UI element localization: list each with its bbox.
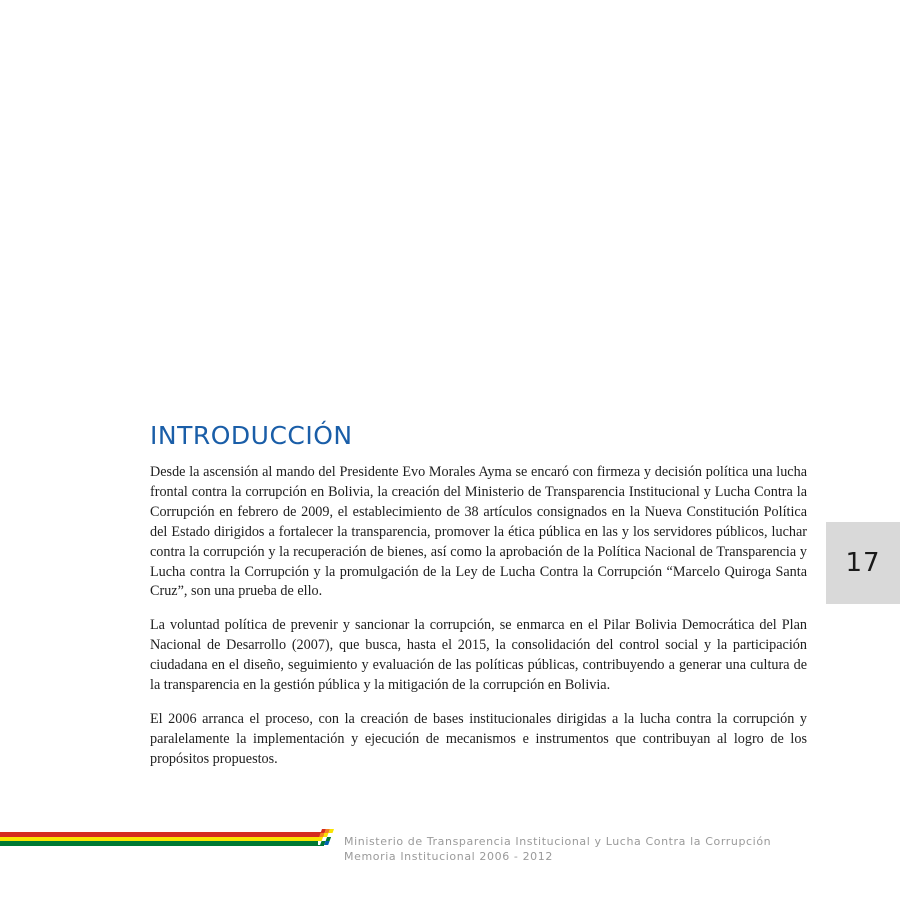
paragraph-3: El 2006 arranca el proceso, con la creación de bases institucionales dirigidas a la lucha contra la corrupción y paralelamente la implementación y ejecución de mecanismos e instrumentos que contribuyan al logro de los propósitos propuestos. [150,710,807,767]
footer [344,834,771,864]
page-number: 17 [845,548,881,578]
footer-ministry: Ministerio de Transparencia Institucional y Lucha Contra la Corrupción [344,835,772,848]
footer-publication: Memoria Institucional 2006 - 2012 [344,850,553,863]
flag-stripe [0,832,324,846]
body-text [150,463,807,784]
page-number-tab [826,522,900,604]
wiphala-emblem-icon [318,829,336,847]
section-title: INTRODUCCIÓN [150,421,353,450]
flag-band-green [0,841,324,846]
paragraph-1: Desde la ascensión al mando del Presidente Evo Morales Ayma se encaró con firmeza y decisión política una lucha frontal contra la corrupción en Bolivia, la creación del Ministerio de Transparencia Institucional y Lucha Contra la Corrupción en febrero de 2009, el establecimiento de 38 artículos consignados en la Nueva Constitución Política del Estado dirigidos a fortalecer la transparencia, promover la ética pública en las y los servidores públicos, luchar contra la corrupción y la recuperación de bienes, así como la aprobación de la Política Nacional de Transparencia y Lucha contra la Corrupción y la promulgación de la Ley de Lucha Contra la Corrupción “Marcelo Quiroga Santa Cruz”, son una prueba de ello. [150,464,807,600]
paragraph-2: La voluntad política de prevenir y sancionar la corrupción, se enmarca en el Pilar Bolivia Democrática del Plan Nacional de Desarrollo (2007), que busca, hasta el 2015, la consolidación del control social y la participación ciudadana en el diseño, seguimiento y evaluación de las políticas públicas, contribuyendo a generar una cultura de la transparencia en la gestión pública y la mitigación de la corrupción en Bolivia. [150,617,807,694]
